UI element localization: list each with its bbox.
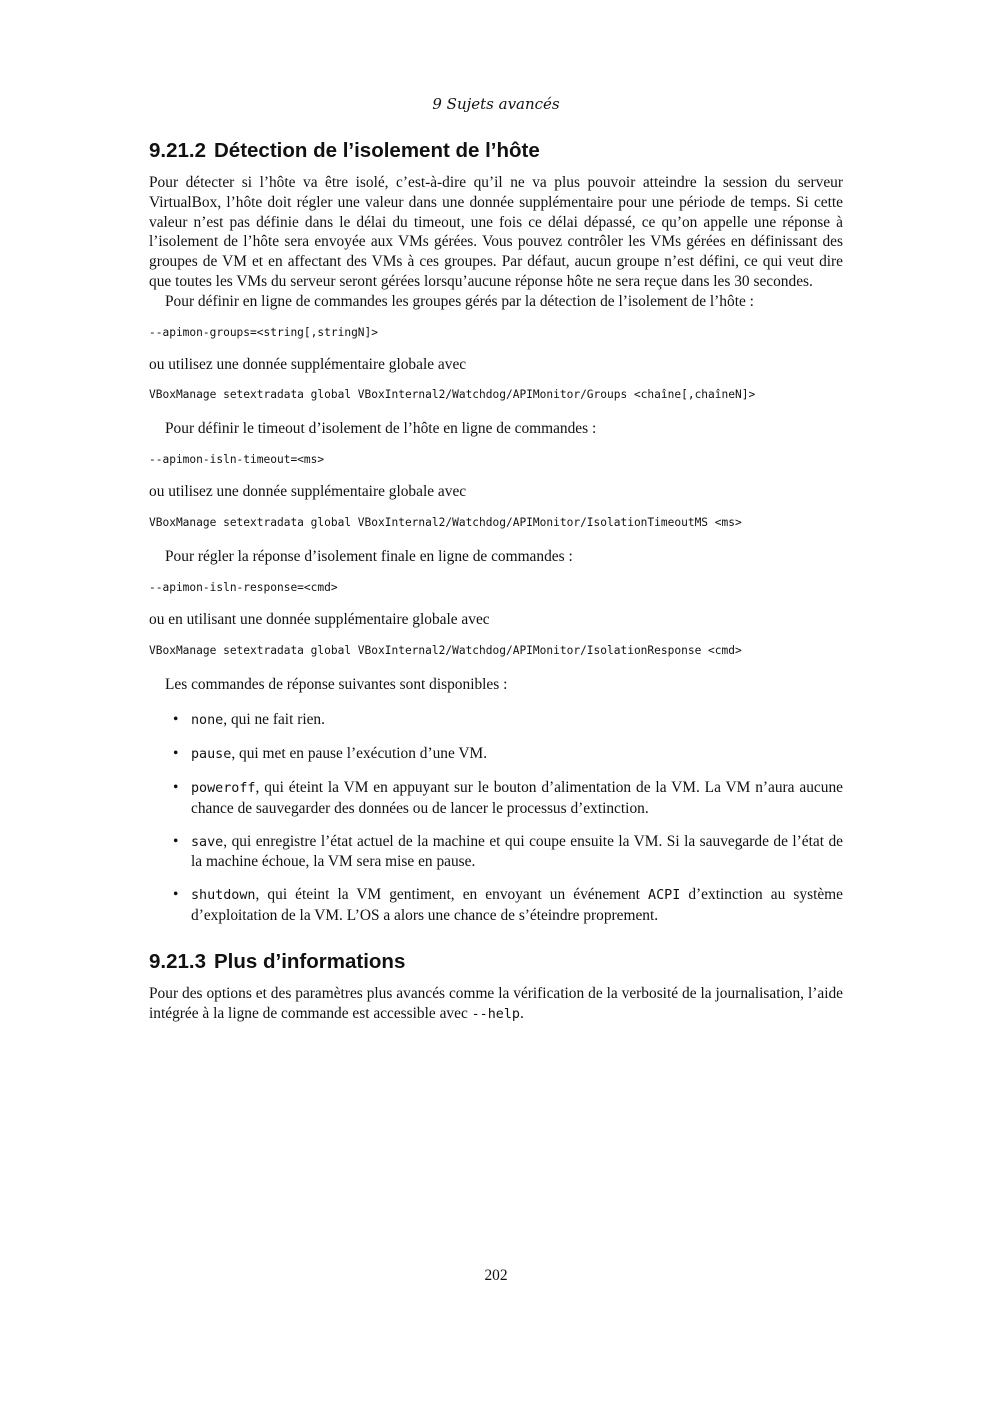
list-item [149, 744, 843, 765]
section-title: Plus d’informations [214, 949, 406, 973]
command-description: , qui met en pause l’exécution d’une VM. [231, 745, 488, 763]
command-description-end: d’extinction au système d’exploitation de la VM. L’OS a alors une chance de s’éteindre proprement. [191, 886, 843, 924]
code-response-extradata: VBoxManage setextradata global VBoxInternal2/Watchdog/APIMonitor/IsolationResponse <cmd> [149, 643, 742, 657]
groups-intro: Pour définir en ligne de commandes les groupes gérés par la détection de l’isolement de l’hôte : [165, 292, 754, 310]
more-info-text-end: . [520, 1004, 524, 1022]
bullet-icon: • [173, 745, 179, 763]
list-item [149, 710, 843, 731]
command-description: , qui éteint la VM gentiment, en envoyant un événement [255, 886, 649, 904]
more-info-text: Pour des options et des paramètres plus avancés comme la vérification de la verbosité de la journalisation, l’aide intégrée à la ligne de commande est accessible avec [149, 984, 843, 1022]
commands-intro: Les commandes de réponse suivantes sont disponibles : [165, 675, 508, 693]
response-intro: Pour régler la réponse d’isolement finale en ligne de commandes : [165, 547, 573, 565]
section-number: 9.21.2 [149, 139, 206, 162]
bullet-icon: • [173, 886, 179, 904]
command-code: shutdown [191, 888, 256, 904]
list-item [149, 778, 843, 819]
command-description: , qui éteint la VM en appuyant sur le bouton d’alimentation de la VM. La VM n’aura aucune chance de sauvegarder des données ou de lancer le processus d’extinction. [191, 778, 843, 817]
command-code: pause [191, 747, 232, 763]
timeout-alt-text: ou utilisez une donnée supplémentaire globale avec [149, 483, 467, 501]
command-description: , qui ne fait rien. [223, 711, 325, 729]
section-number: 9.21.3 [149, 949, 206, 973]
groups-alt-text: ou utilisez une donnée supplémentaire globale avec [149, 355, 467, 373]
section-heading-isolation [149, 137, 843, 165]
code-groups-cli: --apimon-groups=<string[,stringN]> [149, 325, 379, 339]
code-timeout-cli: --apimon-isln-timeout=<ms> [149, 453, 325, 467]
list-item [149, 885, 843, 926]
code-timeout-extradata: VBoxManage setextradata global VBoxInternal2/Watchdog/APIMonitor/IsolationTimeoutMS <ms> [149, 515, 742, 529]
command-code: save [191, 834, 224, 850]
command-code: poweroff [191, 780, 256, 796]
response-commands-list [149, 710, 843, 925]
bullet-icon: • [173, 711, 179, 729]
help-flag-code: --help [471, 1006, 520, 1022]
page-content [149, 137, 843, 1024]
more-info-paragraph [149, 984, 843, 1025]
bullet-icon: • [173, 778, 179, 796]
bullet-icon: • [173, 832, 179, 850]
response-alt-text: ou en utilisant une donnée supplémentaire globale avec [149, 610, 490, 628]
code-response-cli: --apimon-isln-response=<cmd> [149, 580, 338, 594]
code-groups-extradata: VBoxManage setextradata global VBoxInternal2/Watchdog/APIMonitor/Groups <chaîne[,chaîneN]> [149, 388, 756, 402]
command-code: none [191, 713, 224, 729]
running-header: 9 Sujets avancés [432, 95, 560, 113]
section-title: Détection de l’isolement de l’hôte [214, 139, 540, 162]
command-description: , qui enregistre l’état actuel de la machine et qui coupe ensuite la VM. Si la sauvegarde de l’état de la machine échoue, la VM sera mise en pause. [191, 832, 843, 871]
intro-paragraph: Pour détecter si l’hôte va être isolé, c’est-à-dire qu’il ne va plus pouvoir atteindre la session du serveur VirtualBox, l’hôte doit régler une valeur dans une donnée supplémentaire pour une période de temps. Si cette valeur n’est pas définie dans le délai du timeout, une fois ce délai dépassé, ce qu’on appelle une réponse à l’isolement de l’hôte sera envoyée aux VMs gérées. Vous pouvez contrôler les VMs gérées en définissant des groupes de VM et en affectant des VMs à ces groupes. Par défaut, aucun groupe n’est défini, ce qui veut dire que toutes les VMs du serveur seront gérées lorsqu’aucune réponse hôte ne sera reçue dans les 30 secondes. [149, 174, 843, 290]
section-heading-more-info [149, 948, 843, 976]
inline-code-acpi: ACPI [648, 888, 681, 904]
list-item [149, 832, 843, 873]
timeout-intro: Pour définir le timeout d’isolement de l’hôte en ligne de commandes : [165, 420, 597, 438]
page-number: 202 [484, 1267, 508, 1284]
